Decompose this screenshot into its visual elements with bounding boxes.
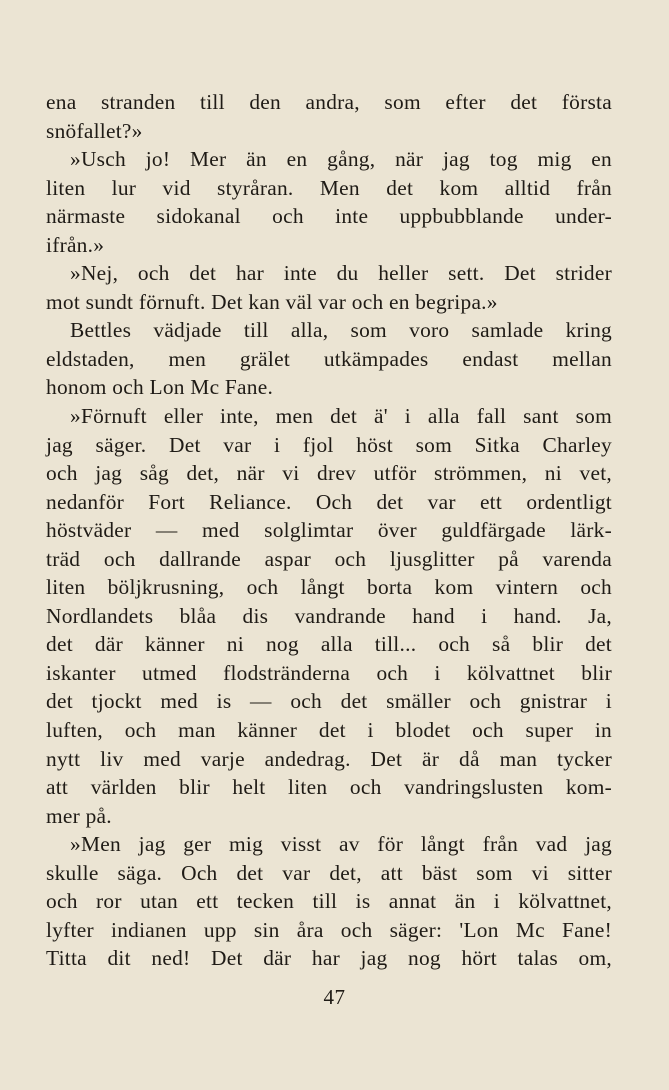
text-line: »Nej, och det har inte du heller sett. Det strider xyxy=(70,261,612,286)
text-line: det där känner ni nog alla till... och så blir det xyxy=(46,632,612,657)
text-line: eldstaden, men grälet utkämpades endast mellan xyxy=(46,346,612,371)
text-line: liten böljkrusning, och långt borta kom vintern och xyxy=(46,575,612,600)
text-line: att världen blir helt liten och vandringslusten kom- xyxy=(46,775,612,800)
text-line: liten lur vid styråran. Men det kom alltid från xyxy=(46,175,612,200)
text-line: Bettles vädjade till alla, som voro samlade kring xyxy=(70,318,612,343)
page-number: 47 xyxy=(323,985,346,1009)
text-line: skulle säga. Och det var det, att bäst som vi sitter xyxy=(46,860,612,885)
text-line: träd och dallrande aspar och ljusglitter på varenda xyxy=(46,546,612,571)
text-line: nytt liv med varje andedrag. Det är då man tycker xyxy=(46,746,612,771)
text-line: nedanför Fort Reliance. Och det var ett ordentligt xyxy=(46,489,612,514)
text-line: honom och Lon Mc Fane. xyxy=(46,375,274,400)
text-line: ena stranden till den andra, som efter det första xyxy=(46,90,612,114)
text-line: höstväder — med solglimtar över guldfärgade lärk- xyxy=(46,518,612,543)
text-line: lyfter indianen upp sin åra och säger: 'Lon Mc Fane! xyxy=(46,917,612,942)
text-line: Titta dit ned! Det där har jag nog hört talas om, xyxy=(46,946,612,971)
text-line: »Men jag ger mig visst av för långt från vad jag xyxy=(70,832,612,857)
text-line: och jag såg det, när vi drev utför strömmen, ni vet, xyxy=(46,461,612,486)
text-line: »Förnuft eller inte, men det ä' i alla fall sant som xyxy=(70,404,612,429)
body-text xyxy=(46,88,612,973)
text-line: iskanter utmed flodstränderna och i kölvattnet blir xyxy=(46,660,612,685)
text-line: närmaste sidokanal och inte uppbubblande under- xyxy=(46,204,612,229)
text-line: mer på. xyxy=(46,803,112,828)
text-line: jag säger. Det var i fjol höst som Sitka Charley xyxy=(46,432,612,457)
text-line: »Usch jo! Mer än en gång, när jag tog mig en xyxy=(70,147,612,172)
text-line: Nordlandets blåa dis vandrande hand i hand. Ja, xyxy=(46,603,612,628)
text-line: det tjockt med is — och det smäller och gnistrar i xyxy=(46,689,612,714)
text-line: mot sundt förnuft. Det kan väl var och en begripa.» xyxy=(46,289,498,314)
text-line: ifrån.» xyxy=(46,232,105,257)
text-line: snöfallet?» xyxy=(46,118,143,143)
text-line: luften, och man känner det i blodet och super in xyxy=(46,718,612,743)
text-line: och ror utan ett tecken till is annat än i kölvattnet, xyxy=(46,889,612,914)
